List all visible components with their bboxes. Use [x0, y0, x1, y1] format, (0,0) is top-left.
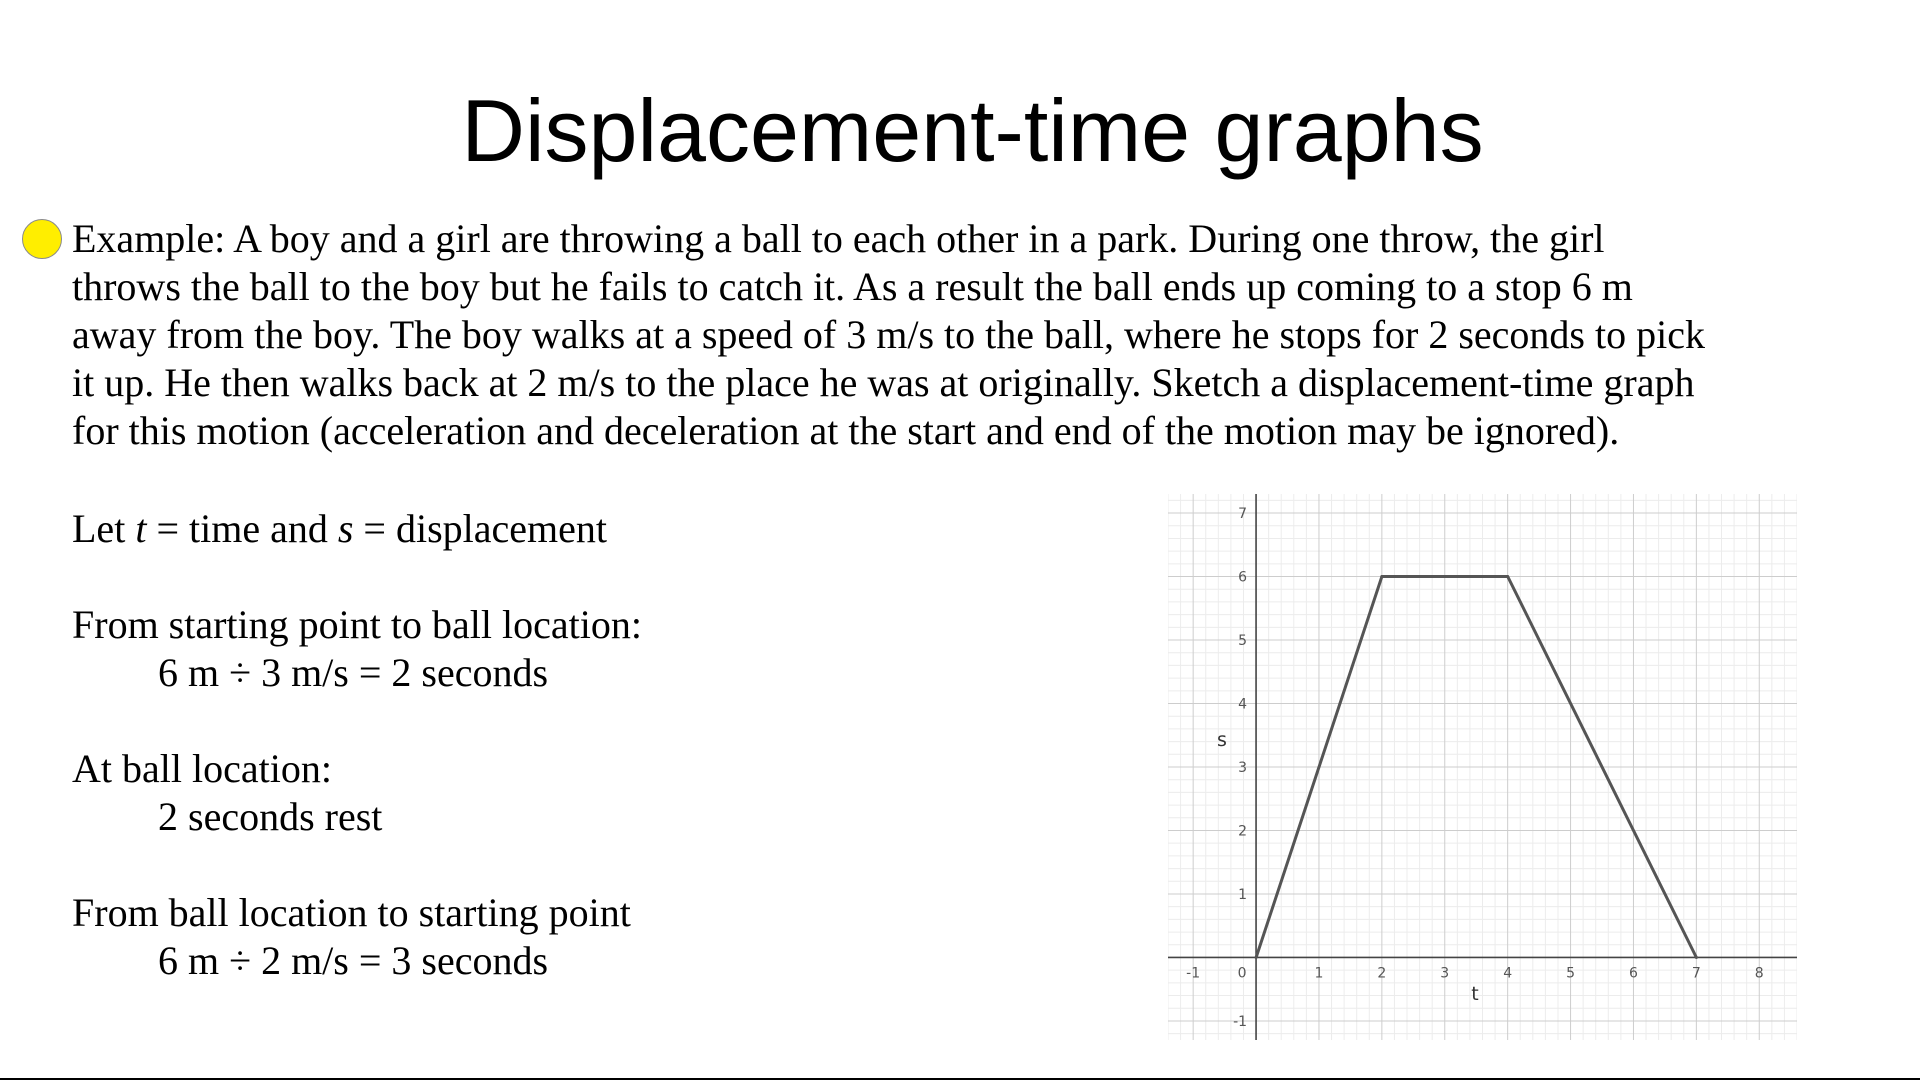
x-tick-label: 4 [1503, 965, 1513, 982]
step-2-heading: At ball location: [72, 746, 332, 791]
x-tick-label: 0 [1237, 965, 1247, 982]
t-definition: = time and [146, 506, 338, 551]
step-1-heading: From starting point to ball location: [72, 602, 642, 647]
x-tick-label: 2 [1377, 965, 1387, 982]
y-tick-label: 4 [1238, 696, 1248, 713]
data-point [1695, 956, 1698, 959]
data-point [1506, 575, 1509, 578]
variable-definition [72, 505, 607, 553]
y-tick-label: 3 [1238, 760, 1248, 776]
x-tick-label: 5 [1566, 965, 1576, 982]
example-line: throws the ball to the boy but he fails to catch it. As a result the ball ends up coming to a stop 6 m [72, 264, 1633, 309]
example-line: for this motion (acceleration and deceleration at the start and end of the motion may be ignored). [72, 408, 1620, 453]
x-tick-label: 6 [1628, 965, 1638, 982]
x-tick-label: 3 [1440, 965, 1450, 982]
y-tick-label: -1 [1233, 1013, 1248, 1030]
y-axis-label: s [1217, 729, 1227, 751]
x-tick-label: 1 [1314, 965, 1324, 982]
step-1-detail: 6 m ÷ 3 m/s = 2 seconds [158, 650, 549, 695]
y-tick-label: 6 [1238, 569, 1248, 586]
y-tick-label: 2 [1238, 823, 1248, 840]
y-tick-label: 1 [1238, 886, 1248, 903]
step-3-detail: 6 m ÷ 2 m/s = 3 seconds [158, 938, 549, 983]
step-2-detail: 2 seconds rest [158, 794, 383, 839]
y-tick-label: 7 [1238, 506, 1248, 523]
x-axis-label: t [1471, 983, 1479, 1005]
x-tick-label: 8 [1754, 965, 1764, 982]
s-definition: = displacement [353, 506, 608, 551]
example-paragraph [72, 215, 1872, 455]
t-variable: t [135, 506, 147, 551]
step-3-heading: From ball location to starting point [72, 890, 631, 935]
example-line: Example: A boy and a girl are throwing a ball to each other in a park. During one throw, the girl [72, 216, 1605, 261]
y-tick-label: 5 [1238, 633, 1248, 650]
displacement-time-graph [1168, 494, 1797, 1040]
data-point [1380, 575, 1383, 578]
x-tick-label: 7 [1691, 965, 1701, 982]
slide-title: Displacement-time graphs [461, 81, 1484, 180]
example-line: it up. He then walks back at 2 m/s to the place he was at originally. Sketch a displacement-time graph [72, 360, 1695, 405]
let-prefix: Let [72, 506, 136, 551]
example-line: away from the boy. The boy walks at a speed of 3 m/s to the ball, where he stops for 2 seconds to pick [72, 312, 1705, 357]
s-variable: s [337, 506, 354, 551]
laser-pointer-cursor [22, 219, 62, 259]
x-tick-label: -1 [1186, 965, 1201, 982]
data-point [1255, 956, 1258, 959]
